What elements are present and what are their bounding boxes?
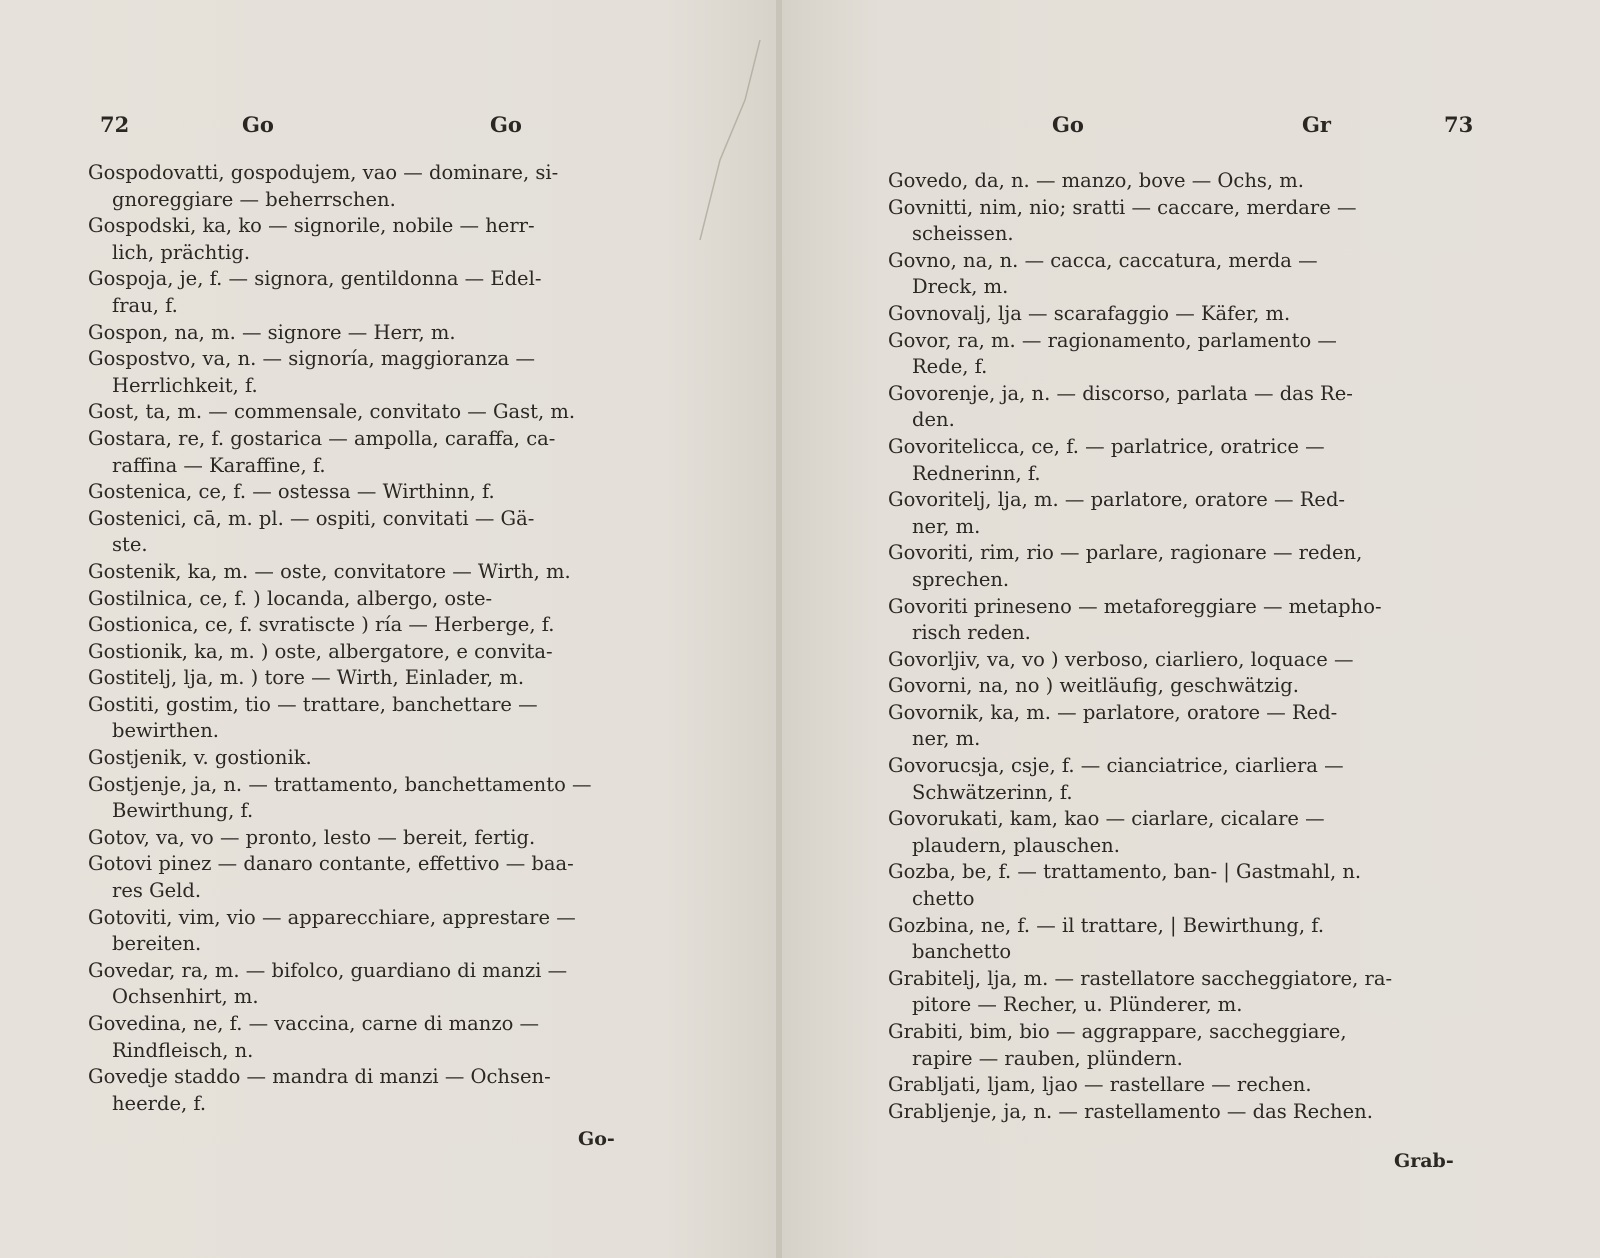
- entry-line: Gostilnica, ce, f. ) locanda, albergo, oste-: [88, 586, 493, 610]
- entry-line: Gostionica, ce, f. svratiscte ) ría — Herberge, f.: [88, 613, 555, 637]
- left-page-text: [88, 160, 658, 1117]
- entry-line: Gost, ta, m. — commensale, convitato — Gast, m.: [88, 400, 576, 424]
- entry-line: plaudern, plauschen.: [912, 833, 1120, 857]
- entry-line: chetto: [912, 887, 975, 911]
- entry-line: ste.: [112, 533, 148, 557]
- entry-line: Gostjenik, v. gostionik.: [88, 746, 312, 770]
- left-page-header: [0, 112, 780, 142]
- entry-line: Gozbina, ne, f. — il trattare, | Bewirthung, f.: [888, 913, 1325, 937]
- entry-line: Grabljati, ljam, ljao — rastellare — rechen.: [888, 1073, 1312, 1097]
- entry-line: Gostionik, ka, m. ) oste, albergatore, e convita-: [88, 639, 553, 663]
- left-running-head-2: Go: [490, 112, 522, 137]
- entry-line: Rindfleisch, n.: [112, 1038, 254, 1062]
- entry-line: Govoriti prineseno — metaforeggiare — metapho-: [888, 594, 1382, 618]
- entry-line: Govnovalj, lja — scarafaggio — Käfer, m.: [888, 301, 1291, 325]
- right-catchword: Grab-: [1394, 1150, 1454, 1172]
- right-running-head-1: Go: [1052, 112, 1084, 137]
- entry-line: banchetto: [912, 940, 1012, 964]
- entry-line: Govoritelj, lja, m. — parlatore, oratore — Red-: [888, 488, 1346, 512]
- entry-line: Govorljiv, va, vo ) verboso, ciarliero, loquace —: [888, 647, 1354, 671]
- entry-line: Govedina, ne, f. — vaccina, carne di manzo —: [88, 1012, 540, 1035]
- entry-line: Govornik, ka, m. — parlatore, oratore — Red-: [888, 700, 1338, 724]
- entry-line: Govorenje, ja, n. — discorso, parlata — das Re-: [888, 381, 1353, 405]
- entry-line: Govorni, na, no ) weitläufig, geschwätzig.: [888, 674, 1299, 698]
- left-catchword: Go-: [578, 1128, 615, 1150]
- entry-line: frau, f.: [112, 293, 178, 317]
- entry-line: Govno, na, n. — cacca, caccatura, merda —: [888, 248, 1318, 272]
- entry-line: Gospodski, ka, ko — signorile, nobile — herr-: [88, 214, 535, 238]
- entry-line: Gospoja, je, f. — signora, gentildonna — Edel-: [88, 267, 542, 291]
- entry-line: Gostenica, ce, f. — ostessa — Wirthinn, f.: [88, 480, 495, 504]
- left-page-number: 72: [100, 112, 130, 137]
- entry-line: Govorukati, kam, kao — ciarlare, cicalare —: [888, 807, 1325, 831]
- entry-line: ner, m.: [912, 514, 981, 538]
- entry-line: Bewirthung, f.: [112, 799, 254, 823]
- entry-line: Govedje staddo — mandra di manzi — Ochsen-: [88, 1065, 551, 1089]
- entry-line: Govedar, ra, m. — bifolco, guardiano di manzi —: [88, 958, 568, 982]
- paper-crease: [690, 40, 780, 240]
- entry-line: sprechen.: [912, 567, 1010, 591]
- entry-line: bereiten.: [112, 932, 202, 956]
- entry-line: Grabljenje, ja, n. — rastellamento — das Rechen.: [888, 1099, 1373, 1123]
- right-page: [782, 0, 1600, 1258]
- entry-line: Gozba, be, f. — trattamento, ban- | Gastmahl, n.: [888, 860, 1362, 884]
- entry-line: risch reden.: [912, 621, 1031, 645]
- entry-line: gnoreggiare — beherrschen.: [112, 187, 396, 211]
- entry-line: Govedo, da, n. — manzo, bove — Ochs, m.: [888, 169, 1304, 192]
- left-page: [0, 0, 780, 1258]
- entry-line: Govoritelicca, ce, f. — parlatrice, oratrice —: [888, 434, 1325, 458]
- entry-line: Rede, f.: [912, 355, 988, 379]
- entry-line: Govnitti, nim, nio; sratti — caccare, merdare —: [888, 195, 1357, 219]
- right-page-text: [888, 168, 1468, 1125]
- entry-line: scheissen.: [912, 222, 1014, 246]
- entry-line: Gospon, na, m. — signore — Herr, m.: [88, 320, 456, 344]
- entry-line: raffina — Karaffine, f.: [112, 453, 326, 477]
- entry-line: Gotovi pinez — danaro contante, effettivo — baa-: [88, 852, 574, 876]
- entry-line: Govor, ra, m. — ragionamento, parlamento —: [888, 328, 1337, 352]
- entry-line: Ochsenhirt, m.: [112, 985, 259, 1009]
- entry-line: Herrlichkeit, f.: [112, 373, 258, 397]
- entry-line: Schwätzerinn, f.: [912, 780, 1073, 804]
- entry-line: den.: [912, 408, 955, 432]
- entry-line: bewirthen.: [112, 719, 219, 743]
- entry-line: Govorucsja, csje, f. — cianciatrice, ciarliera —: [888, 754, 1344, 778]
- right-page-number: 73: [1444, 112, 1474, 137]
- entry-line: Rednerinn, f.: [912, 461, 1041, 485]
- entry-line: Gotov, va, vo — pronto, lesto — bereit, fertig.: [88, 825, 536, 849]
- entry-line: Gostenici, cā, m. pl. — ospiti, convitati — Gä-: [88, 506, 535, 530]
- entry-line: Gostjenje, ja, n. — trattamento, banchettamento —: [88, 772, 592, 796]
- entry-line: rapire — rauben, plündern.: [912, 1046, 1183, 1070]
- entry-line: Govoriti, rim, rio — parlare, ragionare — reden,: [888, 541, 1363, 565]
- entry-line: res Geld.: [112, 879, 202, 903]
- left-running-head-1: Go: [242, 112, 274, 137]
- entry-line: Grabitelj, lja, m. — rastellatore saccheggiatore, ra-: [888, 966, 1393, 990]
- entry-line: Gostitelj, lja, m. ) tore — Wirth, Einlader, m.: [88, 666, 525, 690]
- entry-line: Gotoviti, vim, vio — apparecchiare, apprestare —: [88, 905, 576, 929]
- entry-line: Gostara, re, f. gostarica — ampolla, caraffa, ca-: [88, 426, 556, 450]
- right-page-header: [782, 112, 1600, 142]
- entry-line: lich, prächtig.: [112, 240, 251, 264]
- entry-line: Dreck, m.: [912, 275, 1009, 299]
- right-running-head-2: Gr: [1302, 112, 1331, 137]
- entry-line: Grabiti, bim, bio — aggrappare, saccheggiare,: [888, 1020, 1347, 1043]
- entry-line: Gospodovatti, gospodujem, vao — dominare, si-: [88, 161, 559, 184]
- entry-line: Gostiti, gostim, tio — trattare, banchettare —: [88, 692, 538, 716]
- entry-line: ner, m.: [912, 727, 981, 751]
- entry-line: pitore — Recher, u. Plünderer, m.: [912, 993, 1243, 1017]
- entry-line: Gospostvo, va, n. — signoría, maggioranza —: [88, 347, 536, 371]
- entry-line: heerde, f.: [112, 1091, 207, 1115]
- entry-line: Gostenik, ka, m. — oste, convitatore — Wirth, m.: [88, 559, 571, 583]
